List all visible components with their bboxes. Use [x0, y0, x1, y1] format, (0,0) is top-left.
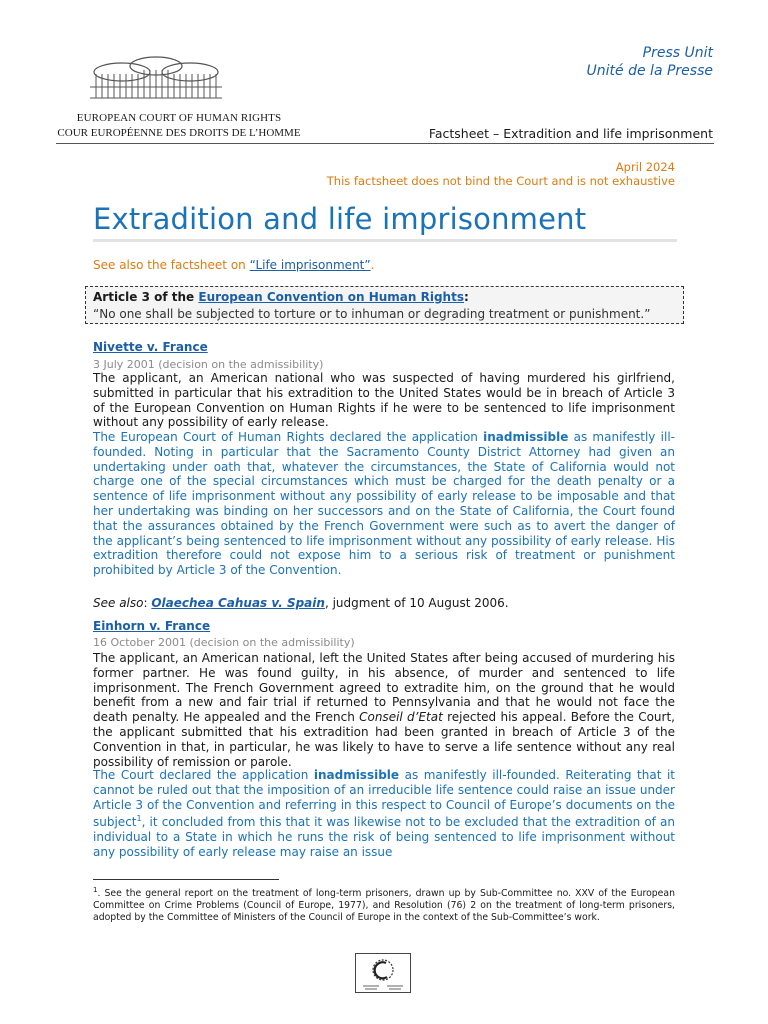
footnote: [93, 884, 675, 924]
ruling-text: The Court declared the application: [93, 768, 314, 782]
see-also-suffix: .: [370, 258, 375, 272]
footnote-number: 1: [93, 886, 98, 894]
factsheet-header-title: Factsheet – Extradition and life imprisonment: [428, 126, 713, 141]
publication-date: April 2024: [615, 160, 675, 174]
ruling-outcome: inadmissible: [313, 768, 400, 782]
case-date: 16 October 2001 (decision on the admissibility): [93, 636, 355, 649]
case-facts: The applicant, an American national who was suspected of having murdered his girlfriend, submitted in particular that his extradition to the United States would be in breach of Article 3 of the European Convention on Human Rights if he were to be sentenced to life imprisonment without any possibility of early release.: [93, 371, 675, 430]
case-ruling: [93, 768, 675, 860]
case-date: 3 July 2001 (decision on the admissibility): [93, 358, 324, 371]
ruling-text: The European Court of Human Rights declared the application: [93, 430, 484, 444]
press-unit-fr: Unité de la Presse: [586, 63, 713, 79]
see-also-prefix: See also the factsheet on: [93, 258, 250, 272]
echr-link[interactable]: European Convention on Human Rights: [198, 290, 464, 304]
case-ruling: [93, 430, 675, 578]
facts-text-cont: rejected his appeal. Before the Court, the applicant submitted that his extradition had been granted in breach of Article 3 of the Convention in that, in particular, he was likely to have to serve a life sentence without any real possibility of remission or parole.: [93, 710, 675, 769]
disclaimer: This factsheet does not bind the Court and is not exhaustive: [326, 174, 675, 188]
see-also-sep: :: [143, 596, 152, 610]
title-underline: [93, 239, 677, 242]
ruling-text-mid: as manifestly ill-founded. Reiterating that it cannot be ruled out that the imposition of an irreducible life sentence could raise an issue under Article 3 of the Convention and referring in this respect to Council of Europe’s documents on the subject: [93, 768, 675, 830]
life-imprisonment-link[interactable]: “Life imprisonment”: [249, 258, 371, 272]
council-of-europe-logo: [355, 953, 411, 993]
facts-text: The applicant, an American national, left the United States after being accused of murdering his former partner. He was found guilty, in his absence, of murder and sentenced to life imprisonment. The French Government agreed to extradite him, on the ground that he would benefit from a new and fair trial if returned to Pennsylvania and that he would not face the death penalty. He appealed and the French: [93, 651, 675, 725]
ruling-text-cont: , it concluded from this that it was likewise not to be excluded that the extradition of an individual to a State in which he runs the risk of being sentenced to life imprisonment without any possibility of early release may raise an issue: [93, 815, 675, 859]
header-divider: [56, 143, 714, 144]
press-unit-en: Press Unit: [642, 45, 713, 61]
case-title-einhorn[interactable]: Einhorn v. France: [93, 619, 211, 633]
page-title: Extradition and life imprisonment: [93, 202, 587, 236]
see-also-factsheet: [93, 258, 374, 272]
see-also-case: [93, 596, 509, 610]
ruling-outcome: inadmissible: [483, 430, 569, 444]
footnote-text: . See the general report on the treatment of long-term prisoners, drawn up by Sub-Committee no. XXV of the European Committee on Crime Problems (Council of Europe, 1977), and Resolution (76) 2 on the treatment of long-term prisoners, adopted by the Committee of Ministers of the Council of Europe in the context of the Sub-Committee’s work.: [93, 888, 675, 924]
footnote-ref[interactable]: 1: [136, 814, 142, 824]
court-name-fr: COUR EUROPÉENNE DES DROITS DE L’HOMME: [57, 127, 301, 139]
olaechea-link[interactable]: Olaechea Cahuas v. Spain: [151, 596, 325, 610]
court-name-en: EUROPEAN COURT OF HUMAN RIGHTS: [76, 112, 282, 124]
court-building-logo: [86, 52, 226, 102]
case-title-nivette[interactable]: Nivette v. France: [93, 340, 208, 354]
see-also-rest: , judgment of 10 August 2006.: [324, 596, 509, 610]
see-also-label: See also: [93, 596, 144, 610]
case-facts: [93, 651, 675, 769]
facts-italic: Conseil d’Etat: [359, 710, 443, 725]
footnote-divider: [93, 879, 279, 880]
article-suffix: :: [463, 290, 469, 304]
article-heading: [93, 290, 469, 304]
article-prefix: Article 3 of the: [93, 290, 199, 304]
article-quote: “No one shall be subjected to torture or to inhuman or degrading treatment or punishment.”: [93, 307, 651, 321]
ruling-text-cont: as manifestly ill-founded. Noting in particular that the Sacramento County District Attorney had given an undertaking under oath that, whatever the circumstances, the State of California would not charge one of the special circumstances which must be charged for the death penalty or a sentence of life imprisonment without any possibility of early release to be imposable and that her undertaking was binding on her successors and on the State of California, the Court found that the assurances obtained by the French Government were such as to avert the danger of the applicant’s being sentenced to life imprisonment without any possibility of early release. His extradition therefore could not expose him to a serious risk of treatment or punishment prohibited by Article 3 of the Convention.: [93, 430, 675, 578]
